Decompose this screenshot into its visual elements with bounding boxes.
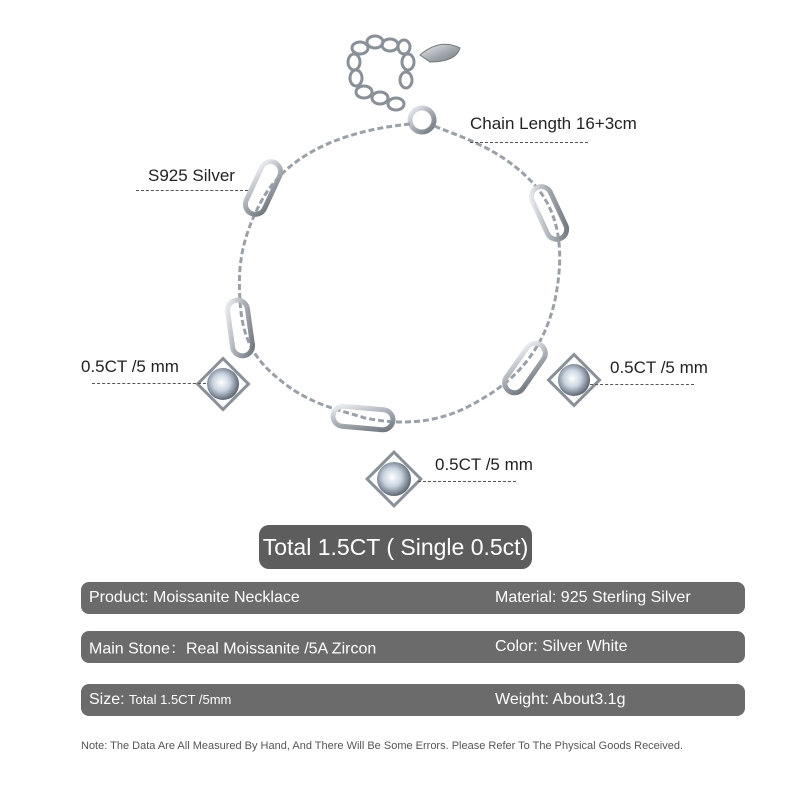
spec-bar-stone: [81, 631, 745, 663]
stone-right: [549, 355, 600, 406]
stone-bottom-label: 0.5CT /5 mm: [435, 455, 533, 474]
disclaimer-note: Note: The Data Are All Measured By Hand, And There Will Be Some Errors. Please Refer To The Physical Goods Received.: [81, 740, 684, 752]
size-value: Total 1.5CT /5mm: [129, 692, 232, 707]
weight-spec: Weight: About3.1g: [495, 691, 626, 708]
color-spec: Color: Silver White: [495, 638, 628, 655]
size-spec: [89, 691, 231, 709]
stone-right-line: [590, 384, 694, 385]
chain-length-label: Chain Length 16+3cm: [470, 114, 637, 133]
spec-bar-product: [81, 582, 745, 614]
extension-chain: [348, 36, 414, 110]
stone-left-line: [92, 383, 206, 384]
paperclip-links: [226, 158, 570, 430]
stone-right-label: 0.5CT /5 mm: [610, 358, 708, 377]
stone-bottom: [367, 452, 421, 506]
spec-bar-size: [81, 684, 745, 716]
stone-left-label: 0.5CT /5 mm: [81, 357, 179, 376]
material-tag-line: [136, 190, 248, 191]
main-stone-spec: Main Stone：Real Moissanite /5A Zircon: [89, 640, 377, 658]
size-label: Size:: [89, 691, 125, 708]
total-carat-title: Total 1.5CT ( Single 0.5ct): [259, 525, 532, 569]
main-chain: [239, 124, 559, 422]
product-spec: Product: Moissanite Necklace: [89, 589, 300, 606]
material-spec: Material: 925 Sterling Silver: [495, 589, 691, 606]
spring-clasp: [410, 108, 434, 132]
stone-bottom-line: [418, 481, 516, 482]
drop-charm: [420, 44, 460, 62]
stone-left: [198, 359, 249, 410]
material-tag-label: S925 Silver: [148, 166, 235, 185]
chain-length-line: [470, 142, 588, 143]
